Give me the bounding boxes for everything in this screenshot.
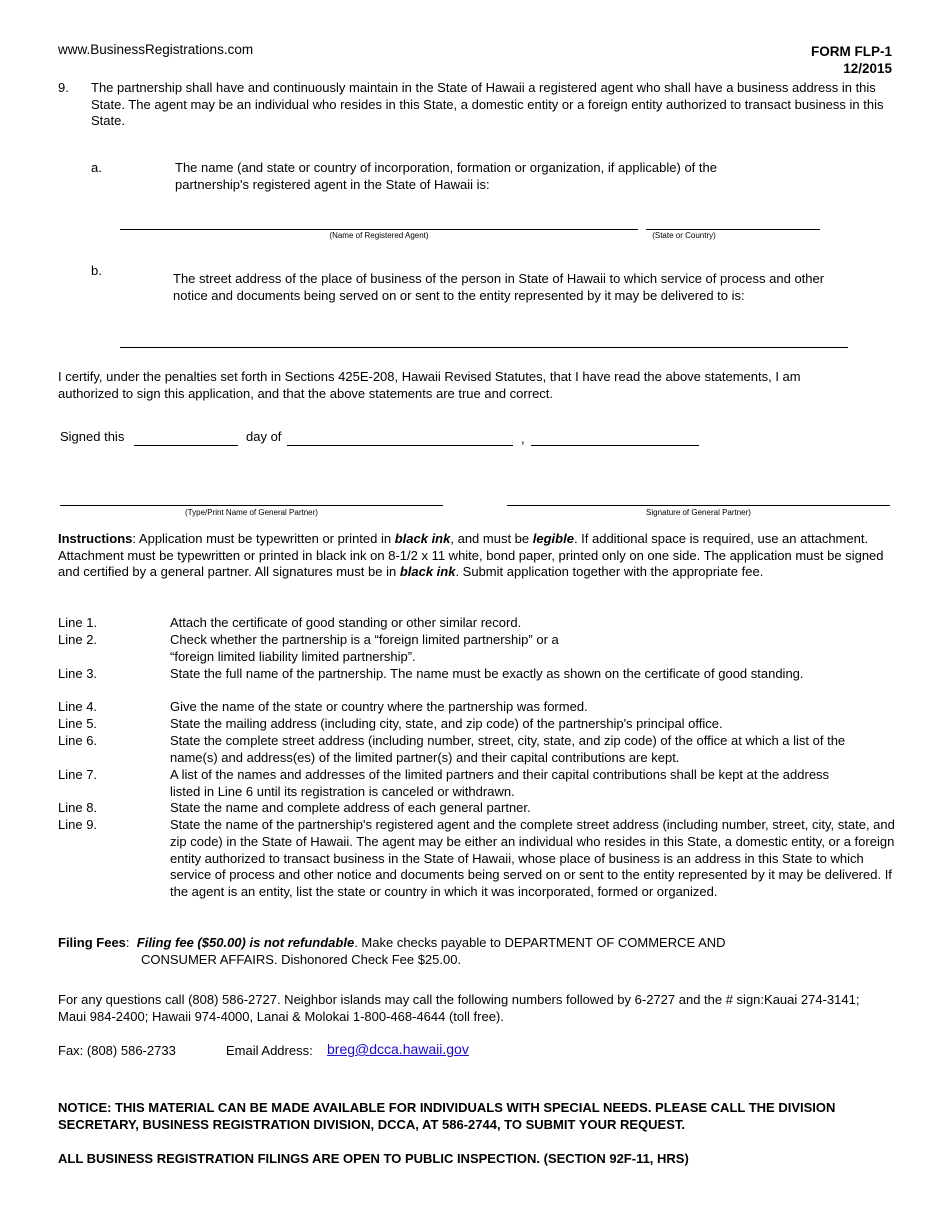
general-partner-name-field[interactable]	[60, 505, 443, 506]
line-text: State the name and complete address of each general partner.	[170, 800, 531, 815]
line-text: A list of the names and addresses of the limited partners and their capital contributions shall be kept at the address listed in Line 6 until its registration is canceled or withdrawn.	[170, 767, 830, 799]
line-label: Line 3.	[58, 666, 98, 681]
filing-fees-heading: Filing Fees	[58, 935, 126, 950]
email-label: Email Address:	[226, 1043, 313, 1058]
email-link[interactable]: breg@dcca.hawaii.gov	[327, 1041, 469, 1057]
item9b-label: b.	[91, 263, 102, 278]
line-label: Line 4.	[58, 699, 98, 714]
instructions-emphasis-3: black ink	[399, 564, 456, 579]
line-text: Attach the certificate of good standing or other similar record.	[170, 615, 522, 630]
website-url: www.BusinessRegistrations.com	[58, 42, 254, 57]
instructions-text-4: . Submit application together with the appropriate fee.	[455, 564, 764, 579]
filing-fee-amount: Filing fee ($50.00) is not refundable	[136, 935, 355, 950]
general-partner-signature-field[interactable]	[507, 505, 890, 506]
day-of-label: day of	[246, 429, 282, 444]
signed-month-field[interactable]	[287, 445, 513, 446]
registered-agent-name-caption: (Name of Registered Agent)	[329, 231, 429, 240]
line-label: Line 6.	[58, 733, 98, 748]
item9-text: The partnership shall have and continuously maintain in the State of Hawaii a registered agent who shall have a business address in this State. The agent may be an individual who resides in this State, a domestic entity or a foreign entity authorized to transact business in this State.	[91, 80, 884, 128]
line-text-part-2: “foreign limited liability limited partnership”.	[170, 648, 416, 664]
contact-phone-text: For any questions call (808) 586-2727. Neighbor islands may call the following numbers followed by 6-2727 and the # sign:Kauai 274-3141; Maui 984-2400; Hawaii 974-4000, Lanai & Molokai 1-800-468-4644 (toll free).	[58, 992, 860, 1024]
instructions-text-3: . If additional space is required, use an attachment. Attachment must be typewritten or printed in black ink on 8-1/2 x 11 white, bond paper, printed only on one side. The application must be signed and certified by a general partner. All signatures must be in	[58, 531, 884, 579]
certification-text: I certify, under the penalties set forth in Sections 425E-208, Hawaii Revised Statutes, that I have read the above statements, I am authorized to sign this application, and that the above statements are true and correct.	[58, 369, 801, 401]
registered-agent-address-field[interactable]	[120, 347, 848, 348]
instructions-emphasis-2: legible	[532, 531, 574, 546]
line-label: Line 9.	[58, 817, 98, 832]
line-text-part-1: Check whether the partnership is a “foreign limited partnership” or a	[170, 632, 559, 647]
general-partner-name-caption: (Type/Print Name of General Partner)	[185, 508, 318, 517]
filing-fees-text-1: . Make checks payable to DEPARTMENT OF COMMERCE AND	[354, 935, 726, 950]
signed-this-label: Signed this	[60, 429, 125, 444]
public-inspection-notice: ALL BUSINESS REGISTRATION FILINGS ARE OPEN TO PUBLIC INSPECTION. (SECTION 92F-11, HRS)	[58, 1151, 689, 1166]
fax-number: Fax: (808) 586-2733	[58, 1043, 176, 1058]
registered-agent-name-field[interactable]	[120, 229, 638, 230]
instructions-text-2: , and must be	[450, 531, 533, 546]
line-text: State the name of the partnership's registered agent and the complete street address (including number, street, city, state, and zip code) in the State of Hawaii. The agent may be either an individual who resides in this State, a domestic entity, or a foreign entity authorized to transact business in the State of Hawaii, whose place of business is an address in this State to which service of process and other notice and documents being served on or sent to the entity represented by it may be delivered. If the agent is an entity, list the state or country in which it was incorporated, formed or organized.	[170, 817, 895, 900]
date-comma: ,	[521, 431, 525, 446]
filing-fees-text-2: CONSUMER AFFAIRS. Dishonored Check Fee $25.00.	[141, 952, 462, 967]
instructions-heading: Instructions	[58, 531, 133, 546]
signed-day-field[interactable]	[134, 445, 238, 446]
line-text: State the full name of the partnership. The name must be exactly as shown on the certificate of good standing.	[170, 666, 804, 681]
instructions-emphasis-1: black ink	[394, 531, 451, 546]
line-label: Line 8.	[58, 800, 98, 815]
registered-agent-state-caption: (State or Country)	[652, 231, 716, 240]
form-header	[811, 43, 892, 77]
item9a-label: a.	[91, 160, 102, 175]
line-label: Line 5.	[58, 716, 98, 731]
instructions-paragraph	[58, 531, 888, 581]
special-needs-notice: NOTICE: THIS MATERIAL CAN BE MADE AVAILABLE FOR INDIVIDUALS WITH SPECIAL NEEDS. PLEASE CALL THE DIVISION SECRETARY, BUSINESS REGISTRATION DIVISION, DCCA, AT 586-2744, TO SUBMIT YOUR REQUEST.	[58, 1100, 836, 1132]
line-label: Line 1.	[58, 615, 98, 630]
form-id: FORM FLP-1	[811, 44, 892, 59]
general-partner-signature-caption: Signature of General Partner)	[646, 508, 751, 517]
filing-fees	[58, 934, 898, 968]
line-text: State the complete street address (including number, street, city, state, and zip code) of the office at which a list of the name(s) and address(es) of the limited partner(s) and their capital contributions are kept.	[170, 733, 846, 765]
line-text	[170, 632, 900, 666]
line-label: Line 2.	[58, 632, 98, 647]
line-label: Line 7.	[58, 767, 98, 782]
item9b-text: The street address of the place of business of the person in State of Hawaii to which service of process and other notice and documents being served on or sent to the entity represented by it may be delivered to is:	[173, 271, 825, 303]
form-date: 12/2015	[843, 61, 892, 76]
filing-fees-colon: :	[125, 935, 130, 950]
line-text: Give the name of the state or country where the partnership was formed.	[170, 699, 588, 714]
registered-agent-state-field[interactable]	[646, 229, 820, 230]
item9-number: 9.	[58, 80, 69, 95]
line-text: State the mailing address (including city, state, and zip code) of the partnership's principal office.	[170, 716, 723, 731]
signed-year-field[interactable]	[531, 445, 699, 446]
instructions-text-1: : Application must be typewritten or printed in	[132, 531, 395, 546]
item9a-text: The name (and state or country of incorporation, formation or organization, if applicable) of the partnership's registered agent in the State of Hawaii is:	[175, 160, 717, 192]
